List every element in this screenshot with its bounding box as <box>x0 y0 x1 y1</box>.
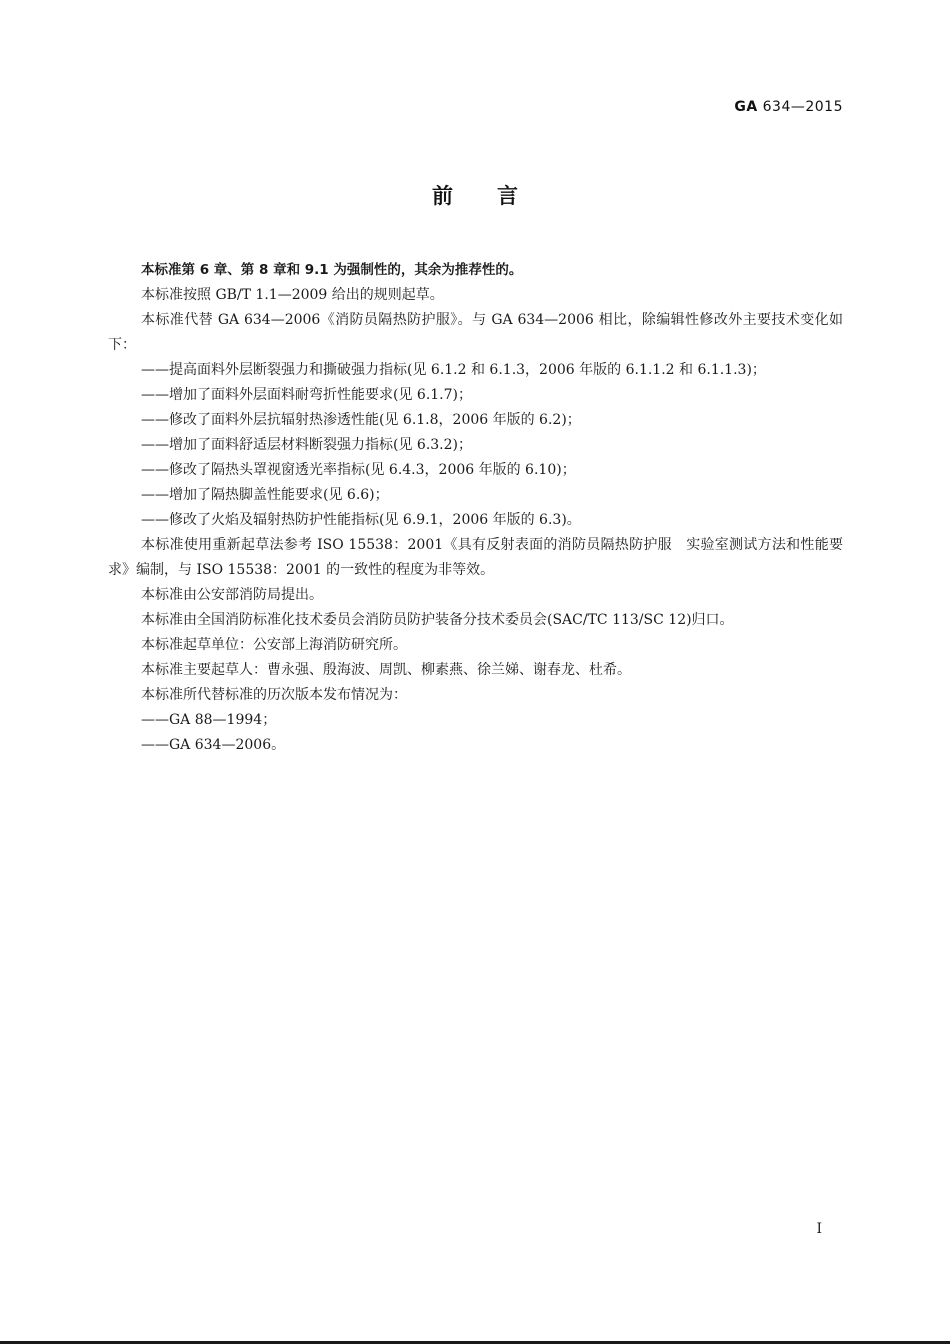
paragraph-centralized-by: 本标准由全国消防标准化技术委员会消防员防护装备分技术委员会(SAC/TC 113/SC 12)归口。 <box>141 612 734 628</box>
paragraph-drafters: 本标准主要起草人：曹永强、殷海波、周凯、柳素燕、徐兰娣、谢春龙、杜希。 <box>141 662 631 678</box>
change-item: ——增加了面料舒适层材料断裂强力指标(见 6.3.2)； <box>141 437 472 453</box>
previous-edition-item: ——GA 88—1994； <box>141 712 277 728</box>
standard-code <box>734 99 843 115</box>
paragraph-replacement: 本标准代替 GA 634—2006《消防员隔热防护服》。与 GA 634—2006 相比，除编辑性修改外主要技术变化如下： <box>108 312 843 353</box>
paragraph-proposed-by: 本标准由公安部消防局提出。 <box>141 587 323 603</box>
page-number: I <box>816 1221 822 1237</box>
change-item: ——增加了隔热脚盖性能要求(见 6.6)； <box>141 487 389 503</box>
paragraph-iso-reference: 本标准使用重新起草法参考 ISO 15538：2001《具有反射表面的消防员隔热防护服 实验室测试方法和性能要求》编制，与 ISO 15538：2001 的一致性的程度为非等效。 <box>108 537 843 578</box>
change-item: ——增加了面料外层面料耐弯折性能要求(见 6.1.7)； <box>141 387 472 403</box>
standard-code-number: 634—2015 <box>762 99 843 115</box>
change-item: ——修改了面料外层抗辐射热渗透性能(见 6.1.8，2006 年版的 6.2)； <box>141 412 581 428</box>
paragraph-previous-editions: 本标准所代替标准的历次版本发布情况为： <box>141 687 407 703</box>
standard-code-prefix: GA <box>734 99 758 115</box>
paragraph-mandatory-clause: 本标准第 6 章、第 8 章和 9.1 为强制性的，其余为推荐性的。 <box>141 262 523 278</box>
change-item: ——修改了火焰及辐射热防护性能指标(见 6.9.1，2006 年版的 6.3)。 <box>141 512 581 528</box>
page-title: 前言 <box>432 184 562 208</box>
foreword-body <box>108 258 843 758</box>
change-item: ——修改了隔热头罩视窗透光率指标(见 6.4.3，2006 年版的 6.10)； <box>141 462 576 478</box>
previous-edition-item: ——GA 634—2006。 <box>141 737 286 753</box>
change-item: ——提高面料外层断裂强力和撕破强力指标(见 6.1.2 和 6.1.3，2006 年版的 6.1.1.2 和 6.1.1.3)； <box>141 362 766 378</box>
paragraph-drafting-rules: 本标准按照 GB/T 1.1—2009 给出的规则起草。 <box>141 287 444 303</box>
paragraph-drafting-unit: 本标准起草单位：公安部上海消防研究所。 <box>141 637 407 653</box>
